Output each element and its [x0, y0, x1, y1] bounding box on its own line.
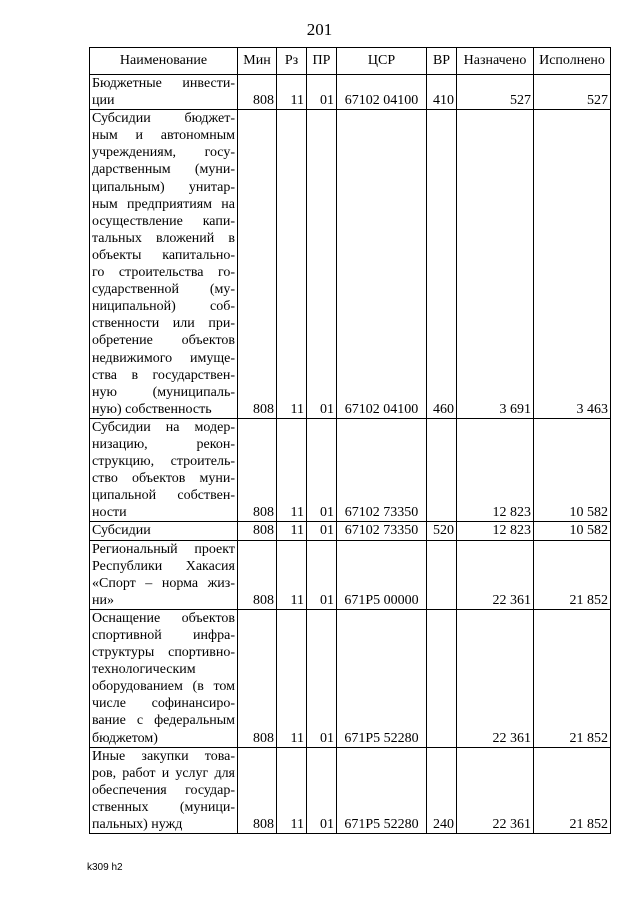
cell-rz: 11: [277, 747, 307, 833]
cell-name: [90, 75, 238, 110]
table-body: [90, 75, 611, 834]
cell-executed: 3 463: [534, 110, 611, 419]
header-min: Мин: [238, 48, 277, 75]
name-line: ниципальной) соб-: [92, 299, 235, 315]
table-row: [90, 522, 611, 540]
cell-csr: 67102 04100: [337, 110, 427, 419]
cell-name: [90, 418, 238, 522]
name-line: ную (муниципаль-: [92, 384, 235, 400]
name-line: оборудованием (в том: [92, 679, 235, 695]
name-line: ров, работ и услуг для: [92, 765, 235, 781]
cell-rz: 11: [277, 418, 307, 522]
name-line: дарственным (муни-: [92, 162, 235, 178]
name-line: ство объектов муни-: [92, 471, 235, 487]
cell-pr: 01: [307, 110, 337, 419]
header-csr: ЦСР: [337, 48, 427, 75]
cell-min: 808: [238, 110, 277, 419]
cell-executed: 10 582: [534, 522, 611, 540]
name-line: обеспечения государ-: [92, 782, 235, 798]
cell-assigned: 12 823: [457, 418, 534, 522]
name-line: пальных) нужд: [92, 817, 183, 833]
name-line: технологическим: [92, 662, 196, 678]
name-line: Субсидии бюджет-: [92, 111, 235, 127]
cell-assigned: 22 361: [457, 609, 534, 747]
name-line: тальных вложений в: [92, 230, 235, 246]
cell-rz: 11: [277, 609, 307, 747]
header-assigned: Назначено: [457, 48, 534, 75]
name-line: ции: [92, 93, 115, 109]
name-line: Региональный проект: [92, 541, 235, 557]
cell-csr: 671Р5 52280: [337, 609, 427, 747]
name-line: ства в государствен-: [92, 367, 235, 383]
name-line: Субсидии на модер-: [92, 419, 235, 435]
cell-min: 808: [238, 747, 277, 833]
cell-executed: 21 852: [534, 609, 611, 747]
table-row: [90, 609, 611, 747]
cell-executed: 21 852: [534, 540, 611, 609]
cell-csr: 67102 73350: [337, 522, 427, 540]
table-row: [90, 75, 611, 110]
cell-min: 808: [238, 540, 277, 609]
cell-pr: 01: [307, 609, 337, 747]
cell-assigned: 12 823: [457, 522, 534, 540]
cell-executed: 10 582: [534, 418, 611, 522]
cell-executed: 21 852: [534, 747, 611, 833]
cell-csr: 671Р5 00000: [337, 540, 427, 609]
cell-vr: [427, 418, 457, 522]
header-pr: ПР: [307, 48, 337, 75]
cell-pr: 01: [307, 418, 337, 522]
name-line: Республики Хакасия: [92, 558, 235, 574]
header-name: Наименование: [90, 48, 238, 75]
name-line: сударственной (му-: [92, 282, 235, 298]
name-line: учреждениям, госу-: [92, 145, 235, 161]
cell-name: [90, 540, 238, 609]
table-row: [90, 418, 611, 522]
cell-csr: 67102 04100: [337, 75, 427, 110]
name-line: ным предприятиям на: [92, 196, 235, 212]
cell-csr: 67102 73350: [337, 418, 427, 522]
cell-vr: [427, 540, 457, 609]
name-line: ности: [92, 505, 127, 521]
cell-assigned: 22 361: [457, 747, 534, 833]
cell-rz: 11: [277, 522, 307, 540]
name-line: ципальной собствен-: [92, 488, 235, 504]
name-line: низацию, рекон-: [92, 436, 235, 452]
page-number: 201: [306, 20, 333, 39]
name-line: структуры спортивно-: [92, 645, 235, 661]
name-line: ным и автономным: [92, 128, 235, 144]
table-header-row: [90, 48, 611, 75]
table-row: [90, 110, 611, 419]
cell-name: [90, 747, 238, 833]
name-line: осуществление капи-: [92, 213, 235, 229]
name-line: Оснащение объектов: [92, 610, 235, 626]
cell-min: 808: [238, 418, 277, 522]
cell-min: 808: [238, 609, 277, 747]
cell-pr: 01: [307, 747, 337, 833]
name-line: струкцию, строитель-: [92, 454, 235, 470]
name-line: ни»: [92, 592, 114, 608]
name-line: обретение объектов: [92, 333, 235, 349]
name-line: Субсидии: [92, 523, 151, 539]
name-line: числе софинансиро-: [92, 696, 235, 712]
cell-vr: 240: [427, 747, 457, 833]
cell-pr: 01: [307, 522, 337, 540]
cell-pr: 01: [307, 75, 337, 110]
cell-assigned: 527: [457, 75, 534, 110]
footer-code: k309 h2: [87, 862, 123, 873]
budget-table: [89, 47, 611, 834]
name-line: го строительства го-: [92, 265, 235, 281]
cell-min: 808: [238, 75, 277, 110]
cell-vr: 460: [427, 110, 457, 419]
cell-csr: 671Р5 52280: [337, 747, 427, 833]
name-line: объекты капитально-: [92, 247, 235, 263]
cell-rz: 11: [277, 540, 307, 609]
cell-vr: 410: [427, 75, 457, 110]
cell-rz: 11: [277, 75, 307, 110]
name-line: спортивной инфра-: [92, 628, 235, 643]
name-line: вание с федеральным: [92, 713, 235, 729]
header-vr: ВР: [427, 48, 457, 75]
name-line: Бюджетные инвести-: [92, 76, 235, 91]
name-line: недвижимого имуще-: [92, 350, 235, 366]
name-line: бюджетом): [92, 730, 158, 746]
cell-vr: [427, 609, 457, 747]
name-line: ципальным) унитар-: [92, 179, 235, 195]
header-rz: Рз: [277, 48, 307, 75]
cell-rz: 11: [277, 110, 307, 419]
cell-name: [90, 110, 238, 419]
cell-name: [90, 522, 238, 540]
name-line: «Спорт – норма жиз-: [92, 575, 235, 591]
cell-executed: 527: [534, 75, 611, 110]
cell-name: [90, 609, 238, 747]
header-executed: Исполнено: [534, 48, 611, 75]
table-row: [90, 747, 611, 833]
table-row: [90, 540, 611, 609]
cell-min: 808: [238, 522, 277, 540]
cell-pr: 01: [307, 540, 337, 609]
name-line: ственных (муници-: [92, 799, 235, 815]
cell-assigned: 22 361: [457, 540, 534, 609]
cell-assigned: 3 691: [457, 110, 534, 419]
name-line: ственности или при-: [92, 316, 235, 332]
name-line: ную) собственность: [92, 401, 212, 417]
name-line: Иные закупки това-: [92, 748, 235, 764]
cell-vr: 520: [427, 522, 457, 540]
